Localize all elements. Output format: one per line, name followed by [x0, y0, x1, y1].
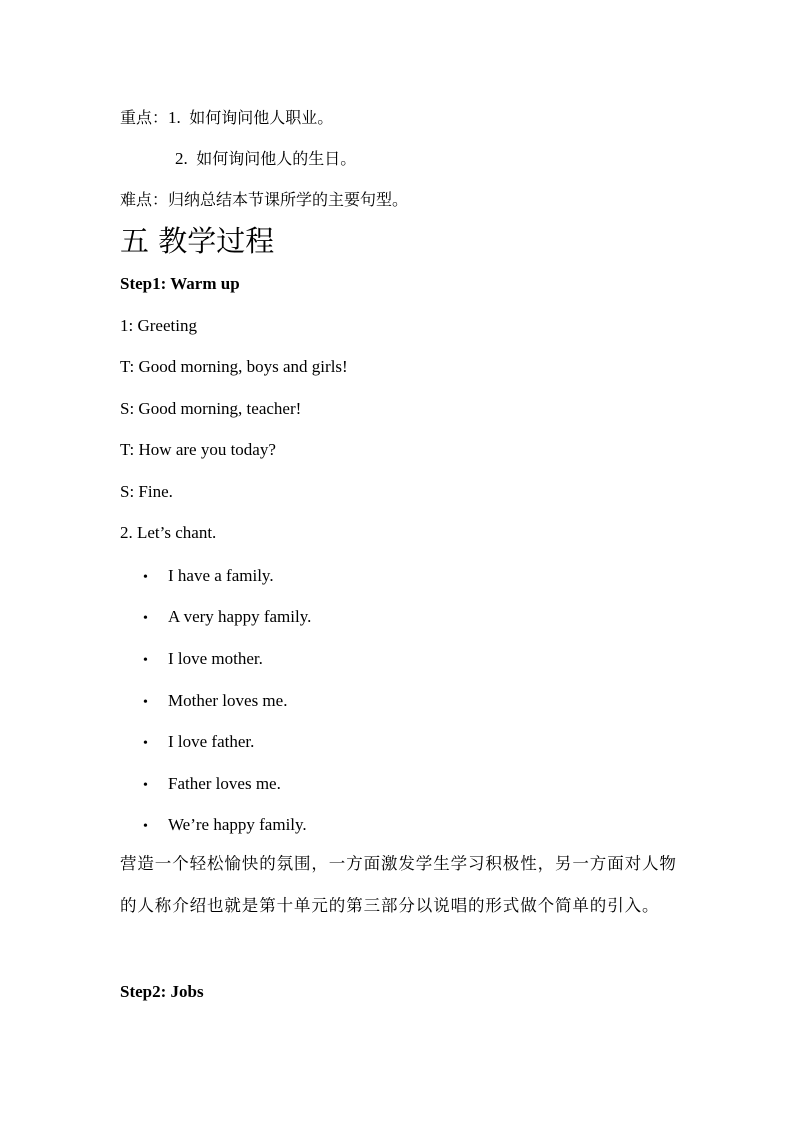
chant-title: 2. Let’s chant.	[120, 523, 217, 542]
chant-list-item	[143, 565, 274, 589]
chant-line: I have a family.	[168, 566, 274, 585]
chant-list-item	[143, 690, 287, 714]
step2-title: Step2: Jobs	[120, 982, 204, 1001]
bullet-icon: •	[143, 570, 148, 585]
bullet-icon: •	[143, 653, 148, 668]
focus-item-2-number: 2.	[175, 149, 188, 168]
difficulty-line	[120, 189, 408, 211]
chant-line: A very happy family.	[168, 607, 312, 626]
chant-line: I love father.	[168, 732, 255, 751]
chant-line: We’re happy family.	[168, 815, 307, 834]
chant-list-item	[143, 814, 307, 838]
difficulty-label: 难点：	[120, 190, 169, 209]
bullet-icon: •	[143, 736, 148, 751]
chant-list-item	[143, 648, 263, 672]
bullet-icon: •	[143, 778, 148, 793]
focus-line-2	[175, 148, 356, 170]
chant-list-item	[143, 606, 311, 630]
focus-item-2-text: 如何询问他人的生日。	[196, 149, 357, 168]
focus-item-1-text: 如何询问他人职业。	[189, 108, 334, 127]
chant-line: Father loves me.	[168, 774, 281, 793]
bullet-icon: •	[143, 819, 148, 834]
bullet-icon: •	[143, 695, 148, 710]
dialogue-line: T: How are you today?	[120, 440, 276, 459]
focus-item-1-number: 1.	[168, 108, 181, 127]
rationale-paragraph: 营造一个轻松愉快的氛围，一方面激发学生学习积极性，另一方面对人物的人称介绍也就是第十单元的第三部分以说唱的形式做个简单的引入。	[120, 854, 677, 915]
dialogue-line: S: Fine.	[120, 482, 173, 501]
focus-label: 重点：	[120, 108, 169, 127]
step1-title: Step1: Warm up	[120, 274, 240, 293]
focus-line-1	[120, 107, 333, 129]
chant-list-item	[143, 773, 281, 797]
chant-line: I love mother.	[168, 649, 263, 668]
chant-list-item	[143, 731, 254, 755]
chant-line: Mother loves me.	[168, 691, 288, 710]
greeting-title: 1: Greeting	[120, 316, 197, 335]
bullet-icon: •	[143, 611, 148, 626]
section-heading: 五 教学过程	[120, 224, 275, 258]
dialogue-line: T: Good morning, boys and girls!	[120, 357, 348, 376]
dialogue-line: S: Good morning, teacher!	[120, 399, 302, 418]
difficulty-text: 归纳总结本节课所学的主要句型。	[168, 190, 409, 209]
